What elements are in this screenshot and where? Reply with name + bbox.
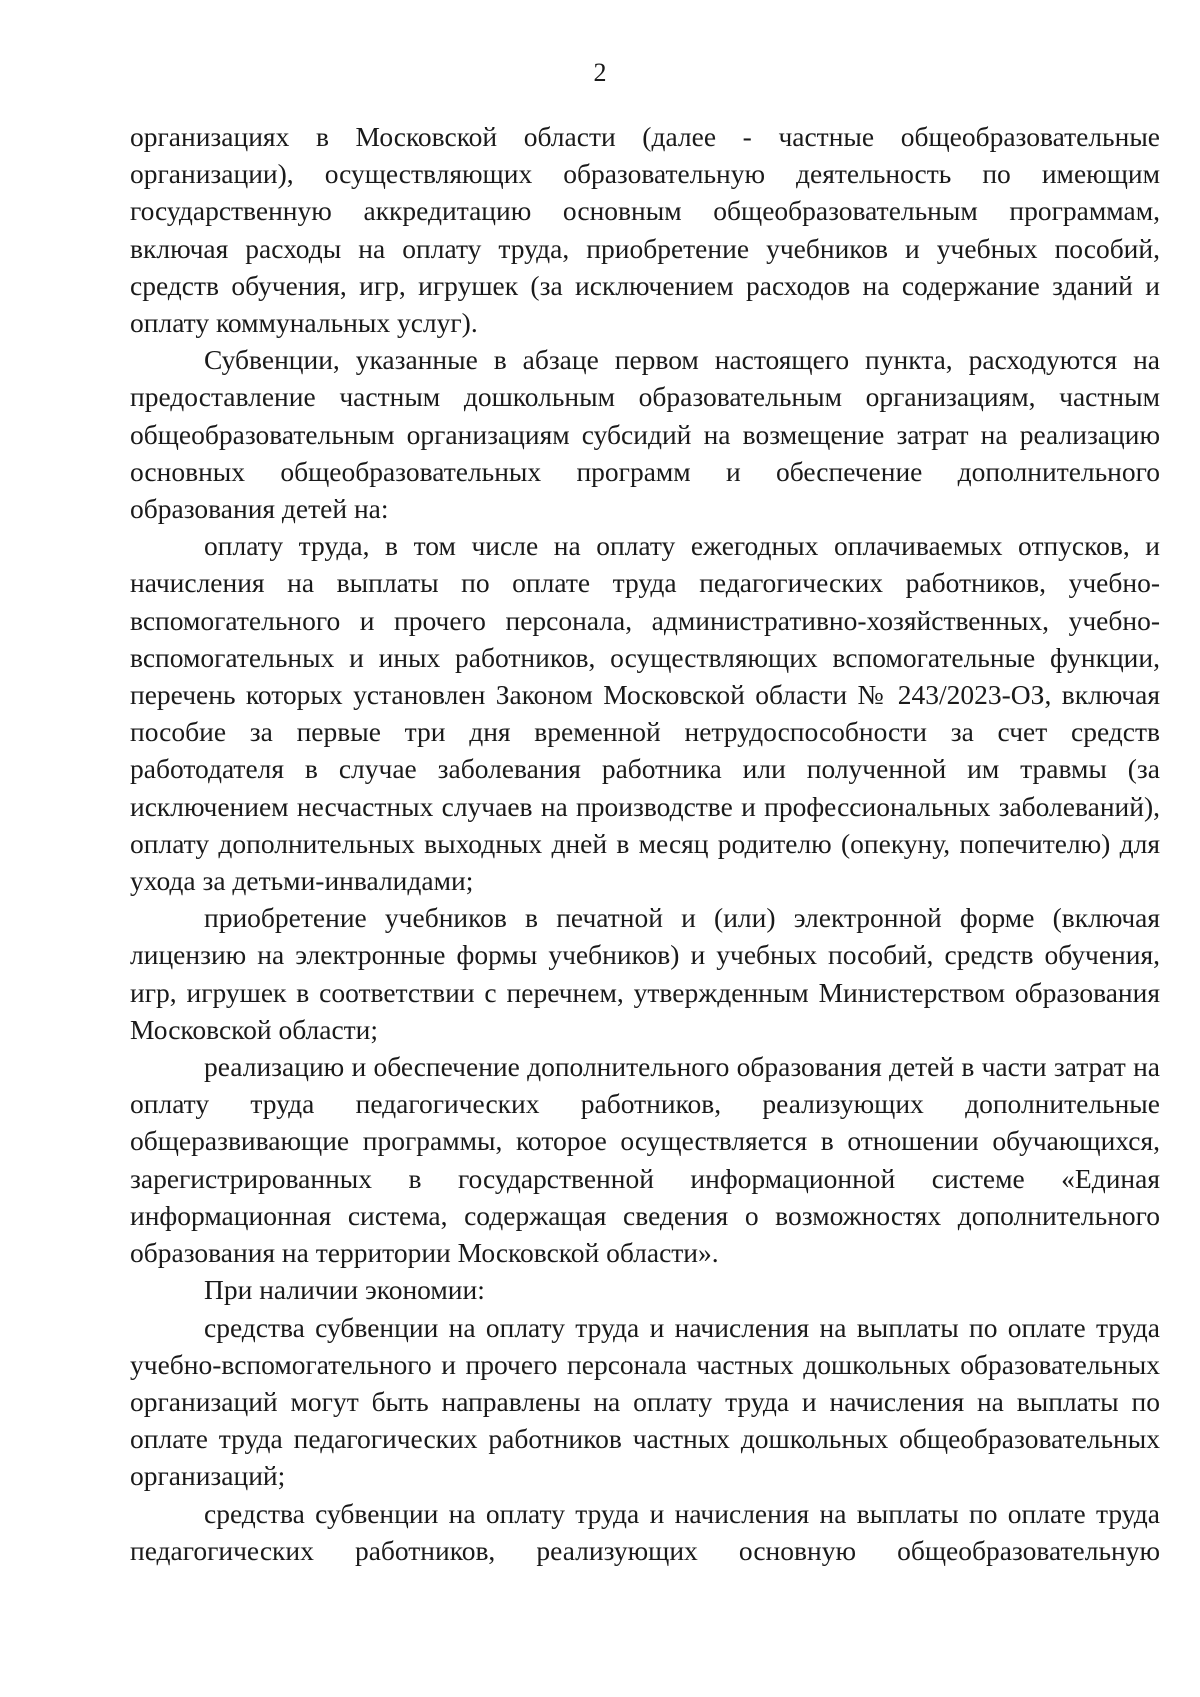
paragraph-savings-teachers: средства субвенции на оплату труда и начисления на выплаты по оплате труда педагогических работников, реализующих основную общеобразовательную <box>130 1497 1160 1566</box>
paragraph-subventions: Субвенции, указанные в абзаце первом настоящего пункта, расходуются на предоставление частным дошкольным образовательным организациям, частным общеобразовательным организациям субсидий на возмещение затрат на реализацию основных общеобразовательных программ и обеспечение дополнительного образования детей на: <box>130 344 1160 525</box>
paragraph-continuation: организациях в Московской области (далее - частные общеобразовательные организации), осуществляющих образовательную деятельность по имеющим государственную аккредитацию основным общеобразовательным программам, включая расходы на оплату труда, приобретение учебников и учебных пособий, средств обучения, игр, игрушек (за исключением расходов на содержание зданий и оплату коммунальных услуг). <box>130 121 1160 339</box>
page-number: 2 <box>593 58 607 87</box>
paragraph-textbooks: приобретение учебников в печатной и (или) электронной форме (включая лицензию на электронные формы учебников) и учебных пособий, средств обучения, игр, игрушек в соответствии с перечнем, утвержденным Министерством образования Московской области; <box>130 902 1160 1045</box>
paragraph-additional-education: реализацию и обеспечение дополнительного образования детей в части затрат на оплату труда педагогических работников, реализующих дополнительные общеразвивающие программы, которое осуществляется в отношении обучающихся, зарегистрированных в государственной информационной системе «Единая информационная система, содержащая сведения о возможностях дополнительного образования на территории Московской области». <box>130 1051 1160 1269</box>
paragraph-savings-preschool: средства субвенции на оплату труда и начисления на выплаты по оплате труда учебно-вспомогательного и прочего персонала частных дошкольных образовательных организаций могут быть направлены на оплату труда и начисления на выплаты по оплате труда педагогических работников частных дошкольных общеобразовательных организаций; <box>130 1311 1160 1492</box>
paragraph-labor-payment: оплату труда, в том числе на оплату ежегодных оплачиваемых отпусков, и начисления на выплаты по оплате труда педагогических работников, учебно-вспомогательного и прочего персонала, административно-хозяйственных, учебно-вспомогательных и иных работников, осуществляющих вспомогательные функции, перечень которых установлен Законом Московской области № 243/2023-ОЗ, включая пособие за первые три дня временной нетрудоспособности за счет средств работодателя в случае заболевания работника или полученной им травмы (за исключением несчастных случаев на производстве и профессиональных заболеваний), оплату дополнительных выходных дней в месяц родителю (опекуну, попечителю) для ухода за детьми-инвалидами; <box>130 530 1160 897</box>
document-body <box>130 118 1160 1569</box>
paragraph-savings-heading: При наличии экономии: <box>204 1274 485 1306</box>
